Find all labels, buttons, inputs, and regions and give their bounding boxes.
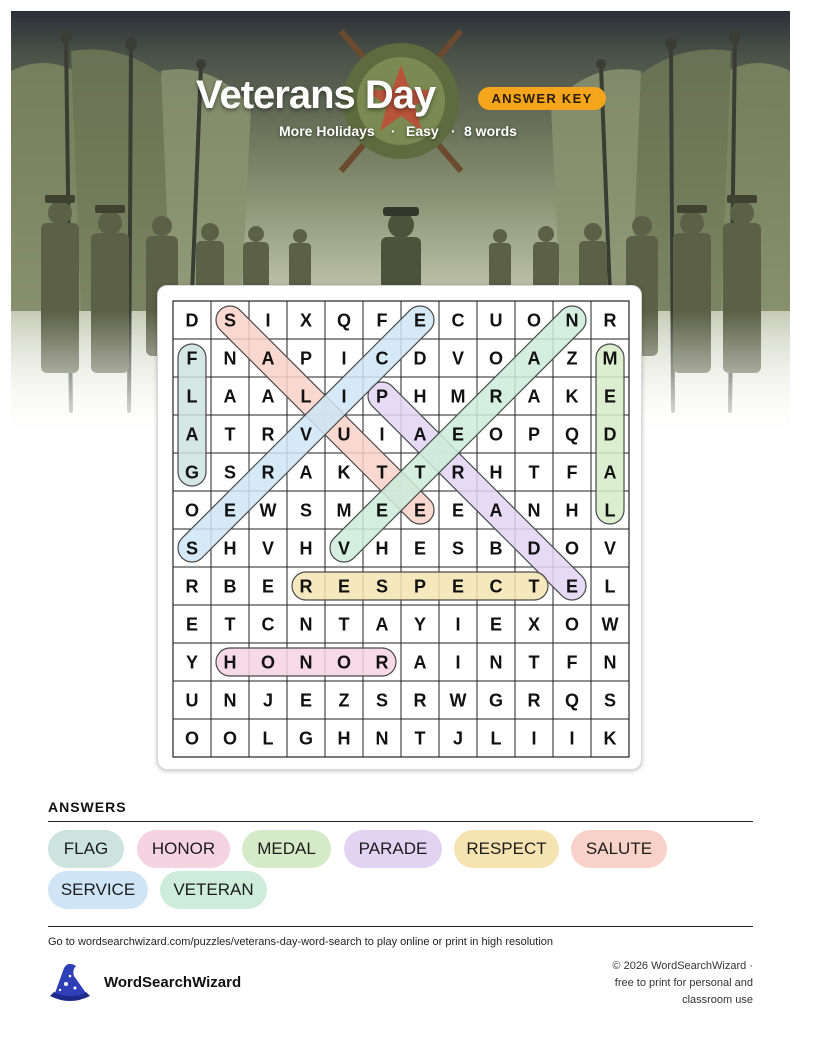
grid-letter: L — [300, 386, 312, 407]
grid-letter: I — [569, 728, 575, 749]
grid-letter: T — [414, 728, 426, 749]
grid-letter: T — [224, 424, 236, 445]
grid-letter: I — [341, 386, 347, 407]
grid-letter: N — [299, 614, 313, 635]
answer-word: VETERAN — [173, 880, 254, 899]
answer-word: HONOR — [151, 839, 216, 858]
grid-letter: I — [265, 310, 271, 331]
grid-letter: W — [259, 500, 277, 521]
grid-letter: W — [601, 614, 619, 635]
grid-letter: J — [262, 690, 274, 711]
grid-letter: H — [375, 538, 389, 559]
answer-chip-flag — [48, 830, 124, 868]
grid-letter: E — [565, 576, 579, 597]
grid-letter: N — [603, 652, 617, 673]
grid-letter: O — [336, 652, 352, 673]
word-count-label: 8 words — [464, 123, 517, 139]
grid-letter: P — [299, 348, 313, 369]
grid-letter: S — [375, 690, 389, 711]
answer-word: PARADE — [358, 839, 428, 858]
grid-letter: V — [451, 348, 465, 369]
puzzle-card — [157, 285, 642, 770]
grid-letter: A — [527, 386, 541, 407]
grid-letter: E — [413, 310, 427, 331]
grid-letter: C — [489, 576, 503, 597]
grid-letter: H — [223, 652, 237, 673]
grid-letter: O — [564, 538, 580, 559]
grid-letter: K — [337, 462, 351, 483]
grid-letter: T — [414, 462, 426, 483]
copyright-notice — [563, 958, 753, 1009]
grid-letter: L — [490, 728, 502, 749]
grid-letter: O — [564, 614, 580, 635]
grid-letter: I — [455, 652, 461, 673]
answer-key-badge: ANSWER KEY — [478, 87, 606, 110]
grid-letter: N — [223, 690, 237, 711]
grid-letter: E — [451, 424, 465, 445]
grid-letter: A — [603, 462, 617, 483]
grid-letter: V — [337, 538, 351, 559]
grid-letter: S — [375, 576, 389, 597]
grid-letter: N — [489, 652, 503, 673]
grid-letter: I — [531, 728, 537, 749]
grid-letter: E — [489, 614, 503, 635]
grid-letter: C — [451, 310, 465, 331]
grid-letter: A — [185, 424, 199, 445]
meta-separator: · — [391, 123, 396, 139]
grid-letter: E — [261, 576, 275, 597]
grid-letter: S — [185, 538, 199, 559]
answer-chip-parade — [344, 830, 442, 868]
grid-letter: X — [299, 310, 313, 331]
grid-letter: R — [451, 462, 465, 483]
grid-letter: O — [526, 310, 542, 331]
grid-letter: H — [337, 728, 351, 749]
grid-letter: V — [261, 538, 275, 559]
grid-letter: P — [527, 424, 541, 445]
grid-letter: C — [261, 614, 275, 635]
grid-letter: R — [261, 424, 275, 445]
grid-letter: V — [299, 424, 313, 445]
grid-letter: U — [337, 424, 351, 445]
grid-letter: J — [452, 728, 464, 749]
grid-letter: E — [603, 386, 617, 407]
grid-letter: E — [223, 500, 237, 521]
word-search-grid — [158, 286, 643, 771]
grid-letter: T — [376, 462, 388, 483]
answer-chip-honor — [137, 830, 230, 868]
grid-letter: T — [528, 652, 540, 673]
grid-letter: A — [413, 652, 427, 673]
grid-letter: S — [603, 690, 617, 711]
grid-letter: U — [489, 310, 503, 331]
grid-letter: D — [603, 424, 617, 445]
grid-letter: R — [413, 690, 427, 711]
grid-letter: R — [375, 652, 389, 673]
grid-letter: O — [488, 424, 504, 445]
wizard-hat-icon — [46, 962, 94, 1004]
grid-letter: E — [299, 690, 313, 711]
grid-letter: T — [528, 576, 540, 597]
grid-letter: E — [413, 500, 427, 521]
grid-letter: Q — [564, 690, 580, 711]
grid-letter: D — [413, 348, 427, 369]
answer-chip-medal — [242, 830, 331, 868]
grid-letter: Q — [336, 310, 352, 331]
grid-letter: N — [565, 310, 579, 331]
answer-chip-respect — [454, 830, 559, 868]
answer-word: MEDAL — [257, 839, 316, 858]
grid-letter: R — [185, 576, 199, 597]
grid-letter: P — [375, 386, 389, 407]
grid-letter: H — [489, 462, 503, 483]
grid-letter: I — [341, 348, 347, 369]
grid-letter: N — [375, 728, 389, 749]
grid-letter: A — [261, 386, 275, 407]
grid-letter: E — [451, 500, 465, 521]
category-link[interactable]: More Holidays — [279, 123, 375, 139]
grid-letter: T — [338, 614, 350, 635]
grid-letter: Y — [185, 652, 199, 673]
grid-letter: L — [604, 500, 616, 521]
answer-word: SERVICE — [60, 880, 136, 899]
grid-letter: E — [451, 576, 465, 597]
copyright-line: © 2026 WordSearchWizard · — [612, 960, 753, 972]
grid-letter: R — [261, 462, 275, 483]
grid-letter: M — [602, 348, 618, 369]
grid-letter: E — [337, 576, 351, 597]
grid-letter: P — [413, 576, 427, 597]
grid-letter: O — [222, 728, 238, 749]
grid-letter: S — [223, 310, 237, 331]
grid-letter: E — [413, 538, 427, 559]
grid-letter: R — [299, 576, 313, 597]
grid-letter: G — [298, 728, 314, 749]
grid-letter: O — [184, 728, 200, 749]
grid-letter: G — [184, 462, 200, 483]
grid-letter: R — [527, 690, 541, 711]
answer-word: FLAG — [63, 839, 109, 858]
grid-letter: I — [455, 614, 461, 635]
grid-letter: Z — [566, 348, 578, 369]
grid-letter: H — [565, 500, 579, 521]
grid-letter: A — [223, 386, 237, 407]
difficulty-label: Easy — [406, 123, 439, 139]
grid-letter: R — [489, 386, 503, 407]
grid-letter: A — [413, 424, 427, 445]
grid-letter: A — [299, 462, 313, 483]
answers-heading: ANSWERS — [48, 799, 127, 815]
answer-chip-veteran — [160, 871, 267, 909]
grid-letter: F — [566, 652, 578, 673]
grid-letter: I — [379, 424, 385, 445]
grid-letter: T — [224, 614, 236, 635]
grid-letter: F — [566, 462, 578, 483]
copyright-line: classroom use — [682, 994, 753, 1006]
grid-letter: O — [184, 500, 200, 521]
grid-letter: H — [299, 538, 313, 559]
grid-letter: S — [223, 462, 237, 483]
page-title: Veterans Day — [196, 73, 436, 117]
copyright-line: free to print for personal and — [614, 977, 753, 989]
grid-letter: D — [185, 310, 199, 331]
grid-letter: F — [186, 348, 198, 369]
play-online-link[interactable]: Go to wordsearchwizard.com/puzzles/veterans-day-word-search to play online or print in high resolution — [48, 936, 554, 948]
grid-letter: N — [223, 348, 237, 369]
grid-letter: G — [488, 690, 504, 711]
grid-letter: C — [375, 348, 389, 369]
grid-letter: U — [185, 690, 199, 711]
grid-letter: L — [604, 576, 616, 597]
answer-word: SALUTE — [585, 839, 653, 858]
answer-chip-service — [48, 871, 148, 909]
grid-letter: F — [376, 310, 388, 331]
grid-letter: T — [528, 462, 540, 483]
grid-letter: S — [299, 500, 313, 521]
grid-letter: E — [185, 614, 199, 635]
grid-letter: Y — [413, 614, 427, 635]
grid-letter: O — [488, 348, 504, 369]
grid-letter: H — [413, 386, 427, 407]
grid-letter: B — [223, 576, 237, 597]
grid-letter: N — [299, 652, 313, 673]
grid-letter: R — [603, 310, 617, 331]
grid-letter: Z — [338, 690, 350, 711]
grid-letter: X — [527, 614, 541, 635]
grid-letter: M — [336, 500, 352, 521]
grid-letter: A — [527, 348, 541, 369]
grid-letter: V — [603, 538, 617, 559]
grid-letter: L — [262, 728, 274, 749]
grid-letter: M — [450, 386, 466, 407]
grid-letter: A — [489, 500, 503, 521]
answer-chip-salute — [571, 830, 667, 868]
answers-divider — [48, 821, 753, 822]
grid-letter: E — [375, 500, 389, 521]
grid-letter: S — [451, 538, 465, 559]
grid-letter: D — [527, 538, 541, 559]
grid-letter: W — [449, 690, 467, 711]
brand-name: WordSearchWizard — [104, 974, 242, 991]
grid-letter: K — [603, 728, 617, 749]
grid-letter: B — [489, 538, 503, 559]
meta-separator: · — [451, 123, 456, 139]
grid-letter: A — [375, 614, 389, 635]
grid-letter: O — [260, 652, 276, 673]
grid-letter: K — [565, 386, 579, 407]
grid-letter: A — [261, 348, 275, 369]
grid-letter: H — [223, 538, 237, 559]
grid-letter: Q — [564, 424, 580, 445]
answer-word: RESPECT — [466, 839, 547, 858]
grid-letter: L — [186, 386, 198, 407]
grid-letter: N — [527, 500, 541, 521]
footer-divider — [48, 926, 753, 927]
